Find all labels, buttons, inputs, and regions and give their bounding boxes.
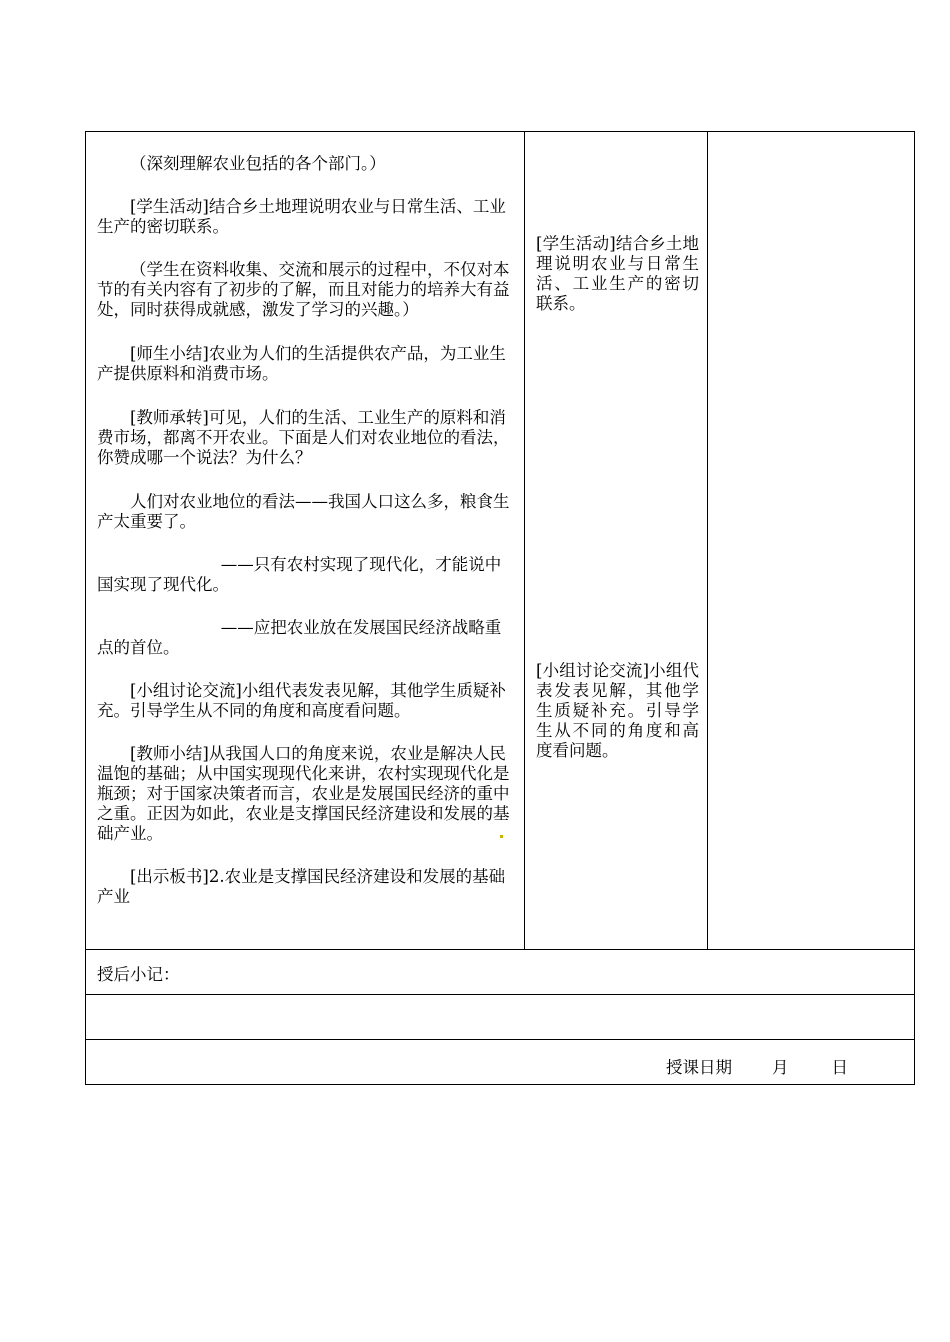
paragraph: [小组讨论交流]小组代表发表见解，其他学生质疑补充。引导学生从不同的角度和高度看问题。 [97,681,506,720]
date-label: 授课日期 [666,1058,732,1077]
day-label: 日 [831,1058,848,1077]
month-label: 月 [772,1058,789,1077]
side-note: [小组讨论交流]小组代表发表见解，其他学生质疑补充。引导学生从不同的角度和高度看问题。 [536,661,699,760]
paragraph: （学生在资料收集、交流和展示的过程中，不仅对本节的有关内容有了初步的了解，而且对能力的培养大有益处，同时获得成就感，激发了学习的兴趣。） [97,260,510,319]
paragraph: （深刻理解农业包括的各个部门。） [130,154,386,173]
date-row [86,1040,914,1084]
class-date [666,1054,848,1078]
after-class-notes-row [86,950,914,995]
paragraph: 人们对农业地位的看法——我国人口这么多，粮食生产太重要了。 [97,492,510,531]
lesson-plan-table [85,131,915,1085]
paragraph: [出示板书]2.农业是支撑国民经济建设和发展的基础产业 [97,867,506,906]
student-activity-cell [525,132,708,949]
blank-row [86,995,914,1040]
paragraph: [学生活动]结合乡土地理说明农业与日常生活、工业生产的密切联系。 [97,197,506,236]
paragraph: [教师小结]从我国人口的角度来说，农业是解决人民温饱的基础；从中国实现现代化来讲，农村实现现代化是瓶颈；对于国家决策者而言，农业是发展国民经济的重中之重。正因为如此，农业是支撑国民经济建设和发展的基础产业。 [97,744,510,843]
highlight-mark [500,835,503,838]
after-class-label: 授后小记： [97,965,180,984]
design-intent-cell [708,132,914,949]
content-row [86,132,914,950]
teaching-process-cell [86,132,525,949]
side-note: [学生活动]结合乡土地理说明农业与日常生活、工业生产的密切联系。 [536,234,699,313]
paragraph: [师生小结]农业为人们的生活提供农产品，为工业生产提供原料和消费市场。 [97,344,506,383]
paragraph: ——只有农村实现了现代化，才能说中国实现了现代化。 [97,555,502,594]
paragraph: ——应把农业放在发展国民经济战略重点的首位。 [97,618,502,657]
paragraph: [教师承转]可见，人们的生活、工业生产的原料和消费市场，都离不开农业。下面是人们对农业地位的看法，你赞成哪一个说法？为什么？ [97,408,510,467]
